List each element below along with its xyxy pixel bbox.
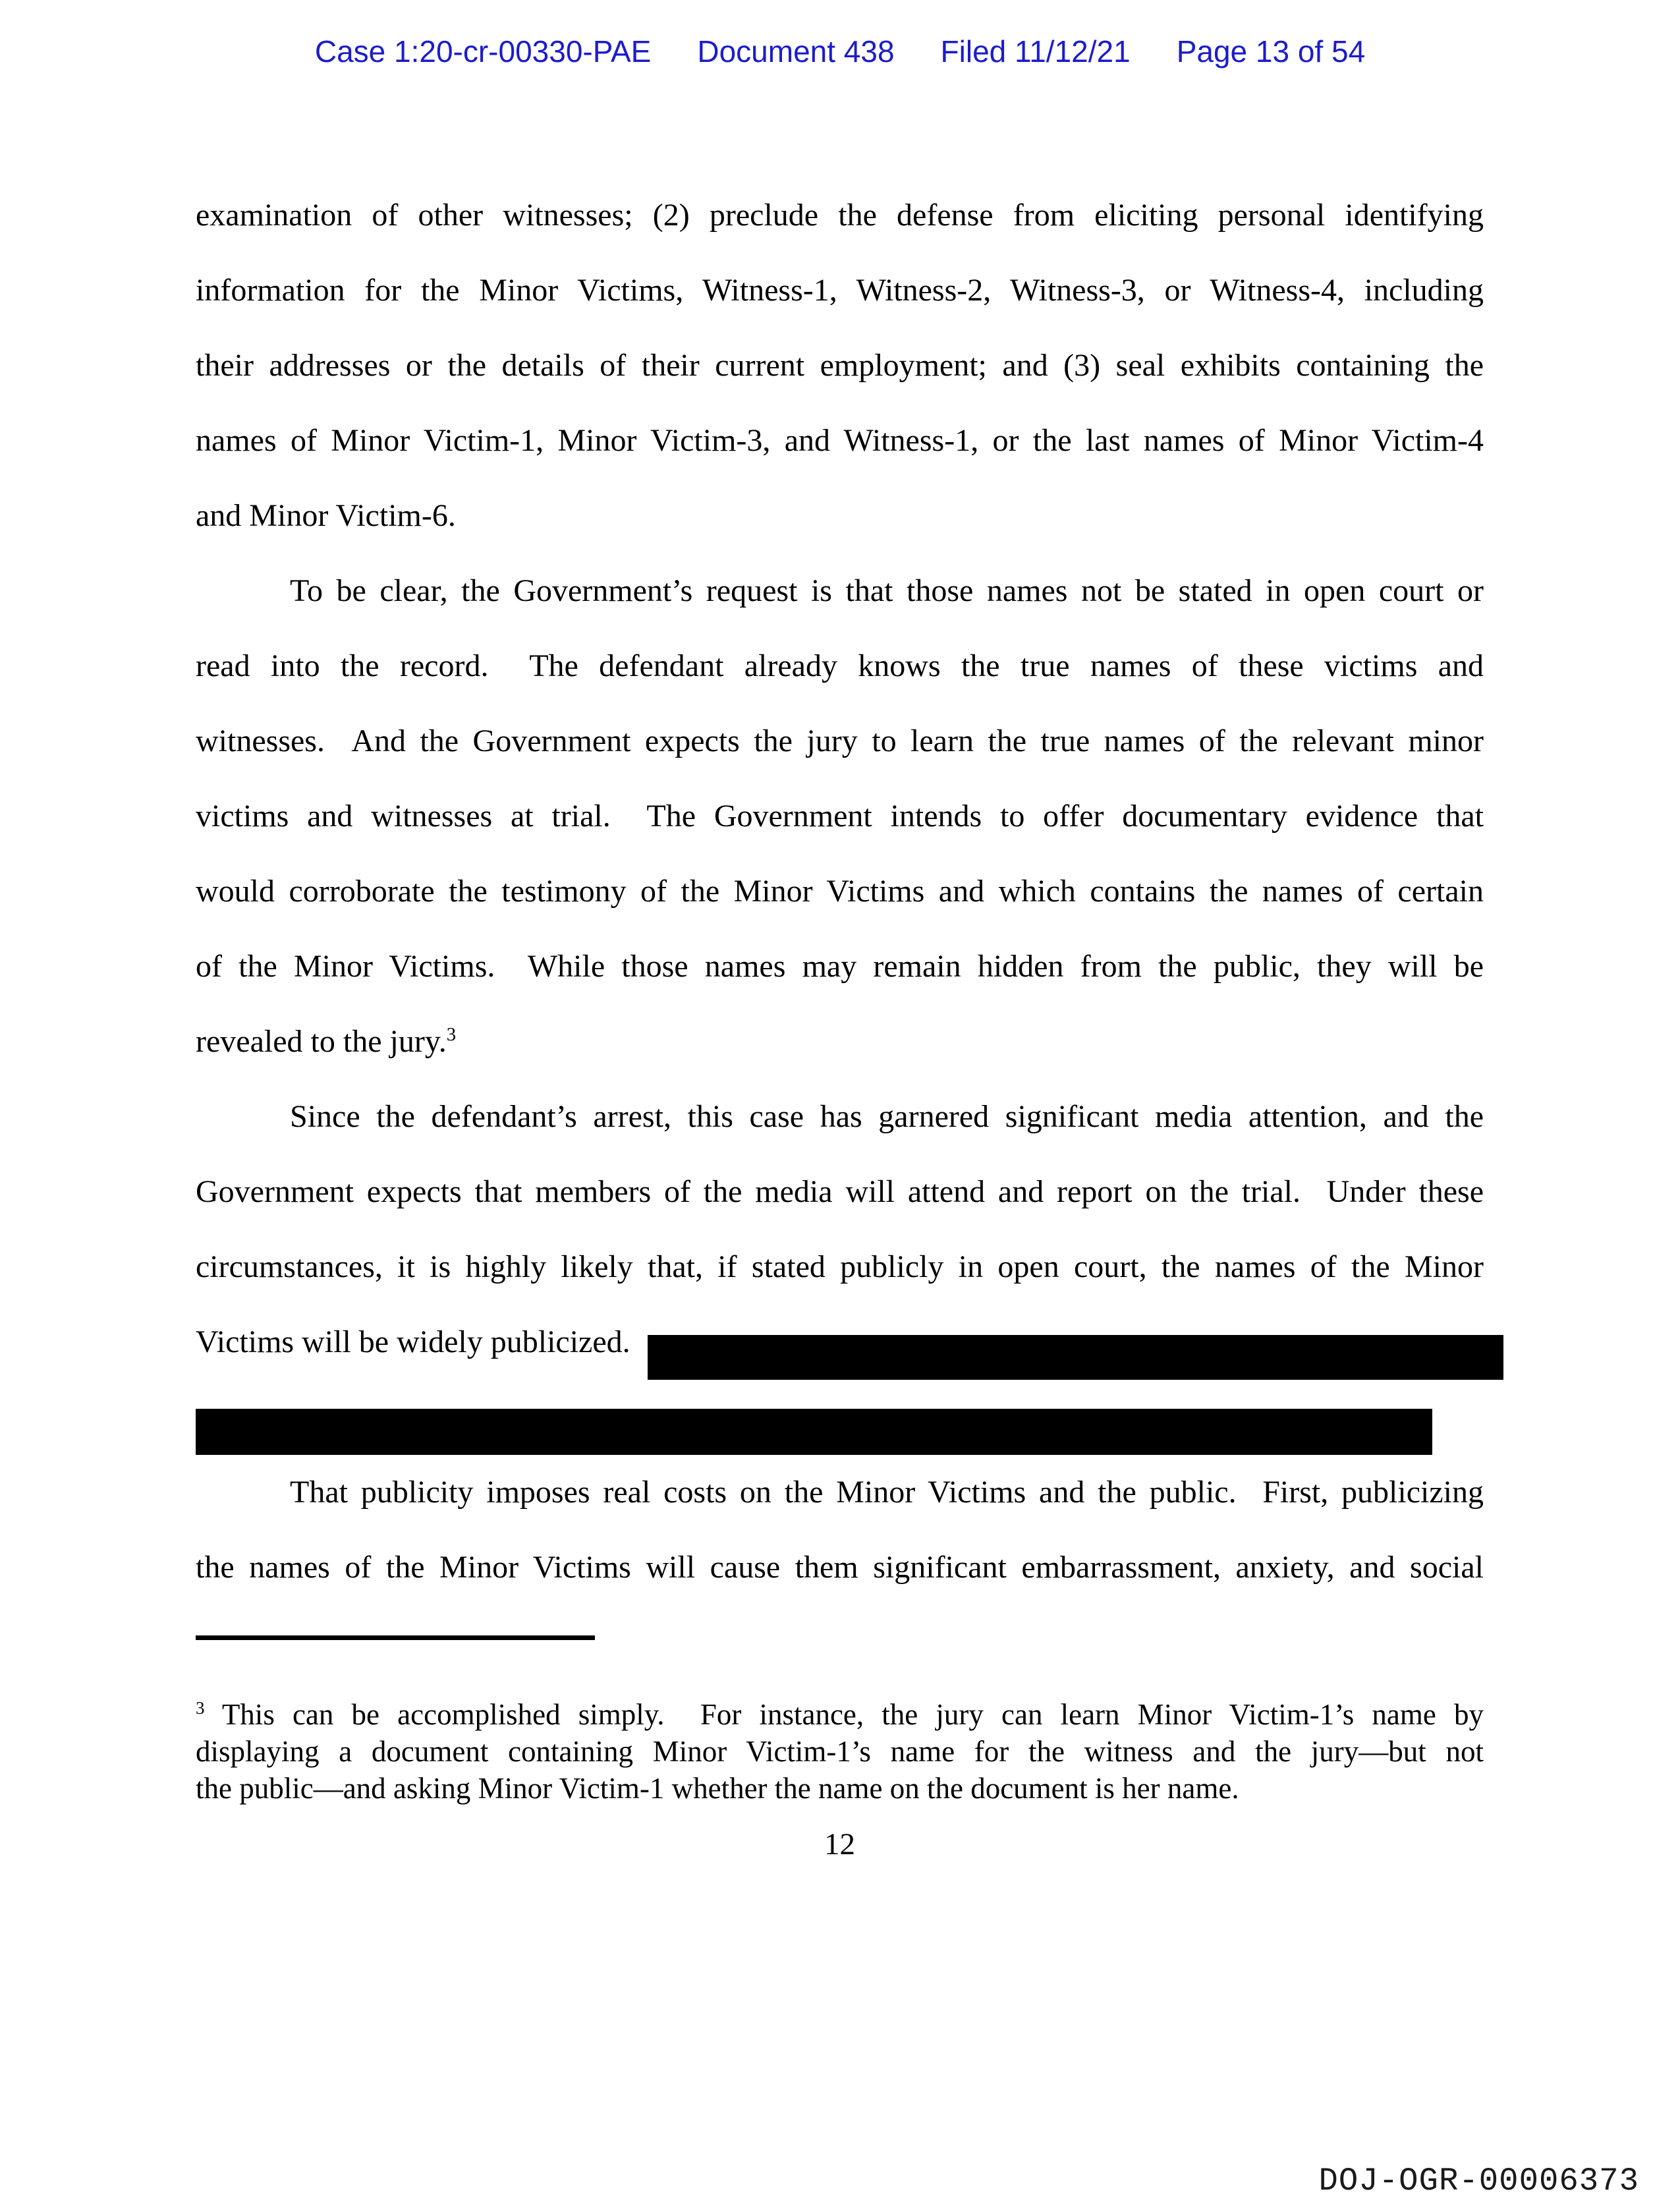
line-text: examination of other witnesses; (2) preclude the defense from eliciting personal identifying — [196, 198, 1484, 233]
footnote-marker: 3 — [196, 1698, 205, 1718]
text-line — [196, 929, 1484, 1004]
text-line — [196, 779, 1484, 854]
redaction-bar — [196, 1409, 1432, 1455]
line-text: the public—and asking Minor Victim-1 whether the name on the document is her name. — [196, 1772, 1239, 1805]
text-line — [196, 1004, 1484, 1079]
text-line — [196, 328, 1484, 403]
text-line — [196, 1455, 1484, 1530]
line-text: and Minor Victim-6. — [196, 498, 456, 533]
text-line — [196, 1770, 1484, 1807]
header-case-number: Case 1:20-cr-00330-PAE — [314, 34, 652, 69]
line-text: victims and witnesses at trial. The Government intends to offer documentary evidence that — [196, 799, 1484, 834]
text-line — [196, 403, 1484, 478]
line-text: would corroborate the testimony of the Minor Victims and which contains the names of certain — [196, 874, 1484, 909]
line-text: Victims will be widely publicized. — [196, 1324, 630, 1359]
line-text: $^3$ This can be accomplished simply. For instance, the jury can learn Minor Victim-1’s name by — [196, 1698, 1484, 1731]
line-text: names of Minor Victim-1, Minor Victim-3, and Witness-1, or the last names of Minor Victim-4 — [196, 423, 1484, 458]
text-line — [196, 1530, 1484, 1605]
line-text: That publicity imposes real costs on the Minor Victims and the public. First, publicizing — [290, 1475, 1484, 1510]
line-text: Since the defendant’s arrest, this case has garnered significant media attention, and the — [290, 1099, 1484, 1134]
line-text: Government expects that members of the media will attend and report on the trial. Under these — [196, 1174, 1484, 1209]
text-line — [196, 1305, 1484, 1380]
line-text: their addresses or the details of their current employment; and (3) seal exhibits containing the — [196, 348, 1484, 383]
footnote — [196, 1696, 1484, 1807]
text-line — [196, 1696, 1484, 1733]
header-filed-date: Filed 11/12/21 — [940, 34, 1131, 69]
document-content — [196, 178, 1484, 1861]
text-line — [196, 253, 1484, 328]
line-text: the names of the Minor Victims will cause them significant embarrassment, anxiety, and social — [196, 1550, 1484, 1585]
footnote-separator — [196, 1635, 595, 1640]
text-line — [196, 178, 1484, 253]
redaction-bar — [648, 1335, 1503, 1380]
text-line — [196, 553, 1484, 629]
text-line — [196, 1733, 1484, 1770]
case-header — [0, 33, 1680, 70]
line-text: information for the Minor Victims, Witness-1, Witness-2, Witness-3, or Witness-4, including — [196, 273, 1484, 308]
header-page-info: Page 13 of 54 — [1176, 34, 1366, 69]
text-line — [196, 478, 1484, 553]
footnote-reference: 3 — [446, 1024, 457, 1045]
redaction-line — [196, 1380, 1484, 1455]
line-text: read into the record. The defendant already knows the true names of these victims and — [196, 648, 1484, 683]
text-line — [196, 1230, 1484, 1305]
text-line — [196, 1154, 1484, 1230]
line-text: To be clear, the Government’s request is that those names not be stated in open court or — [290, 573, 1484, 608]
line-text: circumstances, it is highly likely that, if stated publicly in open court, the names of the Minor — [196, 1249, 1484, 1284]
text-line — [196, 1079, 1484, 1154]
line-text: of the Minor Victims. While those names may remain hidden from the public, they will be — [196, 949, 1484, 984]
text-line — [196, 854, 1484, 929]
bates-number: DOJ-OGR-00006373 — [1318, 2163, 1639, 2199]
line-text: witnesses. And the Government expects the jury to learn the true names of the relevant minor — [196, 723, 1484, 758]
text-line — [196, 629, 1484, 704]
document-body — [196, 178, 1484, 1605]
page-number: 12 — [824, 1827, 855, 1861]
header-document-number: Document 438 — [697, 34, 895, 69]
line-text: revealed to the jury.$^3$ — [196, 1024, 457, 1059]
line-text: displaying a document containing Minor Victim-1’s name for the witness and the jury—but not — [196, 1735, 1484, 1768]
text-line — [196, 704, 1484, 779]
